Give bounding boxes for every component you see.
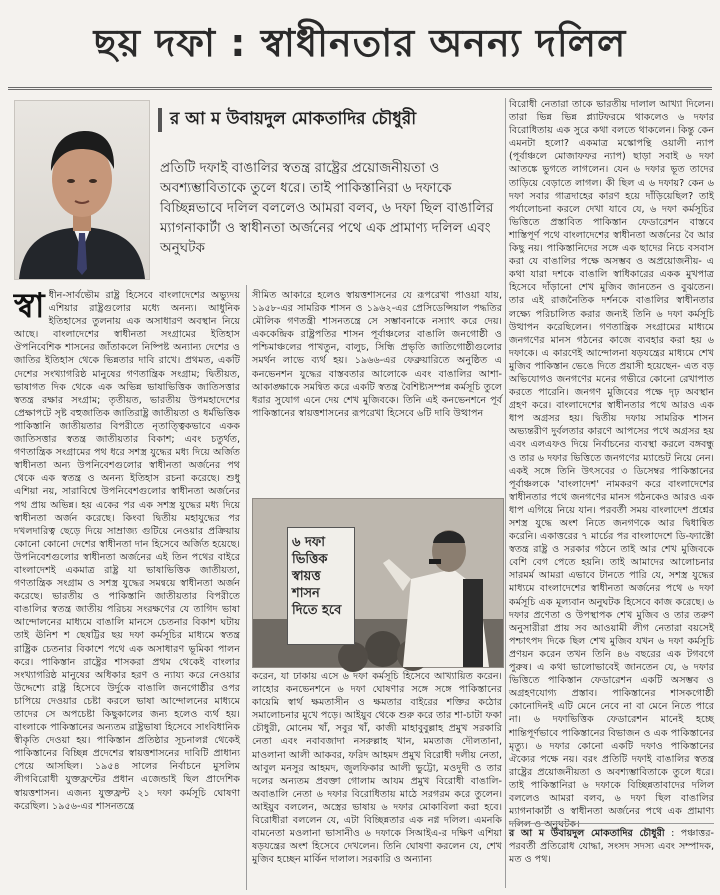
column-2-bottom-text: করেন, যা ঢাকায় এসে ৬ দফা কর্মসূচি হিসেবে আখ্যায়িত করেন। লাহোর কনভেনশনে ৬ দফা ঘোষণার সঙ্গে সঙ্গে পাকিস্তানের কায়েমি স্বার্থ ক্ষমতাসীন ও ক্ষমতার বাইরের শক্তির কঠোর সমালোচনার মুখে পড়ে। আইয়ুব থেকে শুরু করে তার শা-চাটা ফকা চৌধুরী, মোনেম খাঁ, সবুর খাঁ, কাজী মাহাবুবুল্লাহ প্রমুখ সরকারি নেতা এবং নবাবজাদা নসরুল্লাহ খান, মমতাজ দৌলতানা, মাওলানা আলী আকবর, ফরিদ আহমদ প্রমুখ বিরোধী দলীয় নেতা, আবুল মনসুর আহমদ, জুলফিকার আলী ভুট্টো, মওদুদী ও তার দলের অন্যতম প্রবক্তা গোলাম আযম প্রমুখ বিরোধী বাঙালি-অবাঙালি নেতা ৬ দফার বিরোধিতায় মাঠে সরগরম করে তুলেন। আইয়ুব বললেন, অস্ত্রের ভাষায় ৬ দফার মোকাবিলা করা হবে। বিরোধীরা বললেন যে, এটা বিচ্ছিন্নতার এক নগ্ন দলিল। এমনকি বামনেতা মওলানা ভাসানীও ৬ দফাকে সিআইএ-র দক্ষিণ এশিয়া ষড়যন্ত্রের অংশ হিসেবে দেখলেন। তিনি ঘোষণা করলেন যে, শেখ মুজিব হচ্ছেন মার্কিন দালাল। সরকারি ও অন্যান্য — [252, 671, 502, 866]
author-note-text: : পঞ্চাত্তর-পরবর্তী প্রতিরোধ যোদ্ধা, সংসদ সদস্য এবং সম্পাদক, মত ও পথ। — [509, 828, 714, 866]
column-1-body: ধীন-সার্বভৌম রাষ্ট্র হিসেবে বাংলাদেশের অভ্যুদয় এশিয়ার রাষ্ট্রগুলোর মধ্যে অনন্য। আধুনিক ইতিহাসের তুলনায় এক অসাধারণ অবস্থান নিয়ে আছে। বাংলাদেশের স্বাধীনতা সংগ্রামের ইতিহাস ঔপনিবেশিক শাসনের জাঁতাকলে নিষ্পিষ্ট অন্যান্য দেশের ও জাতির ইতিহাস থেকে ভিন্নতার দাবি রাখে। প্রথমত, একটি দেশের সংখ্যাগরিষ্ঠ মানুষের গণতান্ত্রিক সংগ্রাম; দ্বিতীয়ত, ভাষাগত দিক থেকে এক অভিন্ন ভাষাভিত্তিক জাতিসত্তার স্বতন্ত্র রক্ষার সংগ্রাম; তৃতীয়ত, ভারতীয় উপমহাদেশের প্রেক্ষাপটে সৃষ্ট বহুজাতিক জাতিরাষ্ট্র জাতীয়তা ও ধর্মভিত্তিক পাকিস্তানি জাতীয়তার বিপরীতে নৃতাত্ত্বিকভাবে একক জাতিসত্তার স্বতন্ত্র জাতীয়তার বিকাশ; এবং চতুর্থত, গণতান্ত্রিক সংগ্রামের পথ ধরে সশস্ত্র যুদ্ধের মধ্য দিয়ে অর্জিত স্বাধীনতা অন্য উপনিবেশগুলোর স্বাধীনতা অর্জনের পথ থেকে এক স্বতন্ত্র ও অনন্য ইতিহাস রচনা করেছে। শুধু এশিয়া নয়, সারাবিশ্বে উপনিবেশগুলোর স্বাধীনতা অর্জনের পথ প্রায় অভিন্ন। হয় একের পর এক সশস্ত্র যুদ্ধের মধ্য দিয়ে স্বাধীনতা অর্জন করেছে। কিংবা দ্বিতীয় মহাযুদ্ধের পর দখলদারিত্ব ছেড়ে দিয়ে সাম্রাজ্য গুটিয়ে নেওয়ার প্রক্রিয়ায় কোনো কোনো দেশের স্বাধীনতা দান হিসেবে অর্জিত হয়েছে। উপনিবেশগুলোর স্বাধীনতা অর্জনের এই তিন পথের বাইরে বাংলাদেশই একমাত্র রাষ্ট্র যা ভাষাভিত্তিক জাতীয়তা, গণতান্ত্রিক সংগ্রাম ও সশস্ত্র যুদ্ধের সমন্বয়ে স্বাধীনতা অর্জন করেছে। ভারতীয় ও পাকিস্তানি জাতীয়তার বিপরীতে বাঙালির স্বতন্ত্র জাতীয় পরিচয় সংরক্ষণের যে তাগিদ ভাষা আন্দোলনের মাধ্যমে বাঙালি মানসে চেতনার বিকাশ ঘটায় তাই ঊনিশ শ ছেষট্টির ছয় দফা কর্মসূচির মাধ্যমে স্বতন্ত্র রাষ্ট্রিক চেতনার বিকাশে পথে এক অসাধারণ ভূমিকা পালন করে। পাকিস্তান রাষ্ট্রের শাসকরা প্রথম থেকেই বাংলার সংখ্যাগরিষ্ঠ মানুষের অধিকার হরণ ও ন্যায্য করে নেওয়ার উদ্দেশ্যে রাষ্ট্র হিসেবে উর্দুকে বাঙালি জনগোষ্ঠীর ওপর চাপিয়ে দেওয়ার চেষ্টা করলে ভাষা আন্দোলনের মাধ্যমে তাদের সে অপচেষ্টা কিছুকালের জন্য হলেও ব্যর্থ হয়। বাংলাকে পাকিস্তানের অন্যতম রাষ্ট্রভাষা হিসেবে সাংবিধানিক স্বীকৃতি দেওয়া হয়। পাকিস্তান প্রতিষ্ঠার সূচনালগ্ন থেকেই পাকিস্তানের বিচ্ছিন্ন প্রদেশের স্বায়ত্তশাসনের দাবিটি প্রাধান্য পেয়ে আসছিল। ১৯৫৪ সালের নির্বাচনে মুসলিম লীগবিরোধী যুক্তফ্রন্টের প্রধান এজেন্ডাই ছিল প্রাদেশিক স্বায়ত্তশাসন। এজন্য যুক্তফ্রন্ট ২১ দফা কর্মসূচি ঘোষণা করেছিল। ১৯৫৬-এর শাসনতন্ত্রে — [14, 290, 240, 812]
column-1-text — [14, 286, 240, 889]
archival-photo — [252, 498, 504, 668]
author-portrait — [14, 100, 150, 280]
column-rule — [505, 98, 506, 888]
author-note-name: র আ ম উবায়দুল মোকতাদির চৌধুরী — [509, 828, 665, 839]
column-2-top-text: সীমিত আকারে হলেও স্বায়ত্তশাসনের যে রূপরেখা পাওয়া যায়, ১৯৫৮-এর সামরিক শাসন ও ১৯৬২-এর প্রেসিডেন্সিয়াল পদ্ধতির মৌলিক গণতন্ত্রী শাসনতন্ত্রে সে সম্ভাবনাকে নস্যাৎ করে দেয়। এককেন্দ্রিক রাষ্ট্রপতির শাসন পূর্বাঞ্চলের বাঙালি জনগোষ্ঠী ও পশ্চিমাঞ্চলের পাখতুন, বালুচ, সিন্ধি প্রভৃতি জাতিগোষ্ঠীগুলোর সমর্থন লাভে ব্যর্থ হয়। ১৯৬৬-এর ফেব্রুয়ারিতে অনুষ্ঠিত এ কনভেনশন যুদ্ধের বাস্তবতার আলোকে এবং বাঙালির আশা-আকাঙ্ক্ষাকে সমন্বিত করে একটি স্বতন্ত্র বৈশিষ্ট্যসম্পন্ন কর্মসূচি তুলে ধরার সুযোগ এনে দেয় শেখ মুজিবকে। তিনি এই কনভেনশনে পূর্ব পাকিস্তানের স্বায়ত্তশাসনের রূপরেখা হিসেবে ৬টি দাবি উত্থাপন — [252, 290, 502, 419]
drop-cap: স্বা — [14, 286, 45, 326]
author-portrait-drawing — [15, 101, 149, 279]
summary-pullquote: প্রতিটি দফাই বাঙালির স্বতন্ত্র রাষ্ট্রের প্রয়োজনীয়তা ও অবশ্যম্ভাবিতাকে তুলে ধরে। তাই পাকিস্তানিরা ৬ দফাকে বিচ্ছিন্নভাবে দলিল বললেও আমরা বলব, ৬ দফা ছিল বাঙালির ম্যাগনাকার্টা ও স্বাধীনতা অর্জনের পথে এক প্রামাণ্য দলিল এবং অনুঘটক — [160, 160, 494, 256]
headline: ছয় দফা : স্বাধীনতার অনন্য দলিল — [8, 4, 712, 90]
protest-sign: ৬ দফা ভিত্তিক স্বায়ত্ত শাসন দিতে হবে — [287, 527, 355, 645]
author-note — [509, 823, 714, 893]
byline-author: র আ ম উবায়দুল মোকতাদির চৌধুরী — [170, 109, 417, 129]
byline-bar — [158, 108, 162, 132]
column-3-text: বিরোধী নেতারা তাকে ভারতীয় দালাল আখ্যা দিলেন। তারা ভিন্ন ভিন্ন প্ল্যাটফরমে থাকলেও ৬ দফার বিরোধিতায় এক সুরে কথা বলতে থাকলেন। কিন্তু কেন এমনটা হলো? একমাত্র মস্কোপন্থি ওয়ালী ন্যাপ (পূর্বাঞ্চলে মোজাফফর ন্যাপ) ছাড়া সবাই ৬ দফা আতঙ্কে ভুগতে লাগলেন। যেন ৬ দফার ভূত তাদের তাড়িয়ে বেড়াতে লাগল। কী ছিল এ ৬ দফায়? কেন ৬ দফা সবার গাত্রদাহের কারণ হয়ে দাঁড়িয়েছিল? তাই পর্যালোচনা করলে দেখা যাবে যে, ৬ দফা কর্মসূচির ভিত্তিতে প্রস্তাবিত পাকিস্তান ফেডারেশন বাস্তবে শাস্তিপূর্ণ পথে বাংলাদেশের স্বাধীনতা অর্জনের বৈ আর কিছু নয়। পাকিস্তানিদের সঙ্গে এক ছাদের নিচে বসবাস করা যে বাঙালির পক্ষে অসম্ভব ও অপ্রয়োজনীয়- এ কথা যারা দশকে বাঙালি স্বাধিকারের একক মুখপাত্র হিসেবে দাঁড়ানো শেখ মুজিব জানতেন ও বুঝতেন। তার এই রাজনৈতিক দর্শনকে বাঙালির স্বাধীনতার লক্ষ্যে পরিচালিত করার জন্যই তিনি ৬ দফা কর্মসূচি উত্থাপন করেছিলেন। গণতান্ত্রিক সংগ্রামের মাধ্যমে জনগণের মানস গঠনের কাজে ব্যবহার করা হয় ৬ দফাকে। এ কারণেই আন্দোলনা ষড়যন্ত্রের মাধ্যমে শেখ মুজিব পাকিস্তান ভেঙে দিতে প্রয়াসী হয়েছেন- এত বড় অভিযোগও জনগণের মনের গভীরে কোনো রেখাপাত করতে পারেনি। জনগণ মুজিবের পক্ষে দৃঢ় অবস্থান গ্রহণ করে। বাংলাদেশের স্বাধীনতার পথে আরও এক ধাপ অগ্রসর হয়। দ্বিতীয় দফায় সামরিক শাসন অভ্যন্তরীণ দুর্বলতার কারণে আপসের পথে অগ্রসর হয় এবং এলএফও দিয়ে নির্বাচনের ব্যবস্থা করলে বঙ্গবন্ধু ও তার ৬ দফার ভিত্তিতে জনগণের ম্যান্ডেট নিয়ে নেন। একই সঙ্গে তিনি উৎসবের ৩ ডিসেম্বর পাকিস্তানের পূর্বাঞ্চলকে 'বাংলাদেশ' নামকরণ করে বাংলাদেশের স্বাধীনতার পথে জনগণের মানস গঠনকেও আরও এক ধাপ এগিয়ে নিয়ে যান। পরবর্তী সময় বাংলাদেশ প্রশ্নের সশস্ত্র যুদ্ধে অংশ নিতে জনগণকে আর দ্বিধান্বিত করেনি। একাত্তরের ৭ মার্চের পর বাংলাদেশে ডি-ফ্যাক্টো স্বতন্ত্র রাষ্ট্র ও সরকার গঠনে তাই আর শেখ মুজিবকে বেশি বেগ পেতে হয়নি। তাই আমাদের আলোচনার সারমর্ম আমরা এভাবে টানতে পারি যে, সশস্ত্র যুদ্ধের মাধ্যমে বাংলাদেশের স্বাধীনতা অর্জনের পথে ৬ দফা কর্মসূচি এক মূল্যবান অনুঘটক হিসেবে কাজ করেছে। ৬ দফার প্রণেতা ও উপস্থাপক শেখ মুজিব ও তার তরুণ অনুসারীরা প্রায় সব আওয়ামী লীগ নেতারা বয়সেই পশ্চাৎপদ দিকে ছিল শেখ মুজিব যখন ৬ দফা কর্মসূচি প্রণয়ন করেন তখন তিনি ৪৬ বছরের এক টগবগে পুরুষ। এ কথা ভালোভাবেই জানতেন যে, ৬ দফার ভিত্তিতে পাকিস্তান ফেডারেশন একটি অসম্ভব ও অগ্রহণযোগ্য প্রস্তাব। পাকিস্তানের শাসকগোষ্ঠী কোনোদিনই এটি মেনে নেবে না বা মেনে নিতে পারে না। ৬ দফাভিত্তিক ফেডারেশন মানেই হচ্ছে শান্তিপূর্ণভাবে পাকিস্তানের বিভাজন ও এক পাকিস্তানের মৃত্যু। ৬ দফার কোনো একটি দফাও পাকিস্তানের ঐক্যের পক্ষে নয়। বরং প্রতিটি দফাই বাঙালির স্বতন্ত্র রাষ্ট্রের প্রয়োজনীয়তা ও অবশ্যম্ভাবিতাকে তুলে ধরে। তাই পাকিস্তানিরা ৬ দফাকে বিচ্ছিন্নতাবাদের দলিল বললেও আমরা বলব, ৬ দফা ছিল বাঙালির ম্যাগনাকার্টা ও স্বাধীনতা অর্জনের পথে এক প্রামাণ্য দলিল ও অনুঘটক। — [509, 99, 714, 831]
column-rule — [246, 285, 247, 890]
byline — [158, 104, 498, 136]
